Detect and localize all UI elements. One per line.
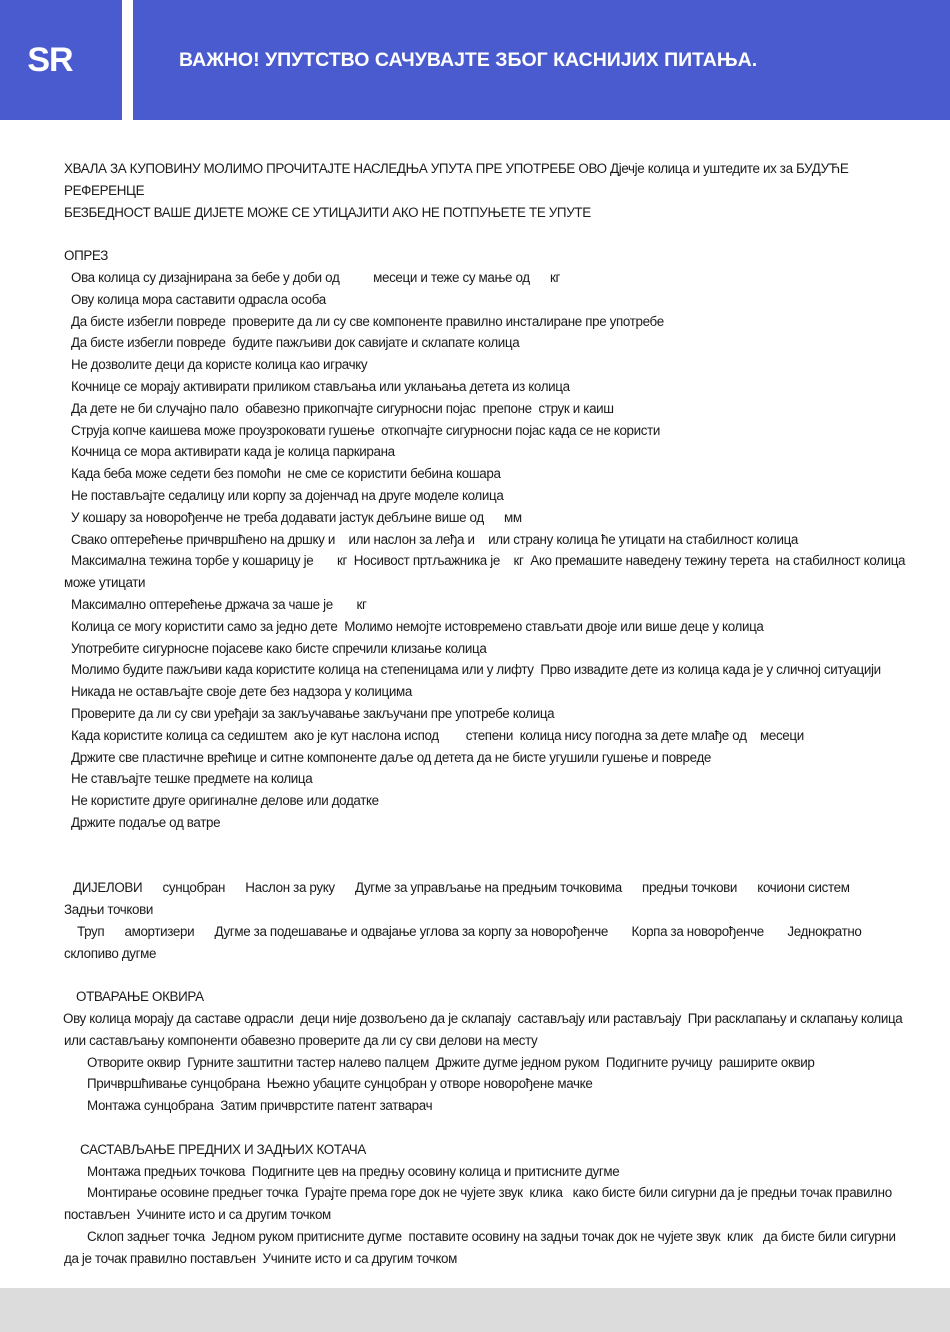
page-footer-band <box>0 1288 950 1332</box>
frame-heading: ОТВАРАЊЕ ОКВИРА <box>76 989 204 1005</box>
parts-line: ДИЈЕЛОВИ сунцобран Наслон за руку Дугме за управљање на предњим точковима предњи точкови кочиони систем <box>73 880 850 896</box>
frame-text: или састављању компоненти обавезно проверите да ли су сви делови на месту <box>64 1032 538 1048</box>
caution-item: Употребите сигурносне појасеве како бисте спречили клизање колица <box>71 640 487 656</box>
caution-item: Држите све пластичне врећице и ситне компоненте даље од детета да не бисте угушили гушење и повреде <box>71 749 712 765</box>
caution-item: Да бисте избегли повреде будите пажљиви док савијате и склапате колица <box>71 335 520 351</box>
document-body <box>64 158 904 1270</box>
caution-item: Не стављајте тешке предмете на колица <box>71 771 313 787</box>
caution-item: Ову колица мора саставити одрасла особа <box>71 291 326 307</box>
caution-item: Не дозволите деци да користе колица као играчку <box>71 357 368 373</box>
page-header <box>0 0 950 120</box>
wheels-step: Монтажа предњих точкова Подигните цев на предњу осовину колица и притисните дугме <box>87 1163 620 1179</box>
caution-heading: ОПРЕЗ <box>64 248 108 264</box>
caution-item: Да бисте избегли повреде проверите да ли су све компоненте правилно инсталиране пре употребе <box>71 313 664 329</box>
frame-text: Ову колица морају да саставе одрасли деци није дозвољено да је склапају састављају или растављају При расклапању и склапању колица <box>63 1011 903 1027</box>
caution-item: Проверите да ли су сви уређаји за закључавање закључани пре употребе колица <box>71 705 555 721</box>
caution-item: Када користите колица са седиштем ако је кут наслона испод степени колица нису погодна за дете млађе од месеци <box>71 727 804 743</box>
caution-item: Кочнице се морају активирати приликом стављања или уклањања детета из колица <box>71 378 570 394</box>
caution-item: Не постављајте седалицу или корпу за дојенчад на друге моделе колица <box>71 487 504 503</box>
caution-item: Струја копче каишева може проузроковати гушење откопчајте сигурносни појас када се не користи <box>71 422 661 438</box>
caution-item: Максимално оптерећење држача за чаше је кг <box>71 596 367 612</box>
caution-item: У кошару за новорођенче не треба додавати јастук дебљине више од мм <box>71 509 522 525</box>
caution-item-continuation: може утицати <box>64 575 146 591</box>
caution-item: Када беба може седети без помоћи не сме се користити бебина кошара <box>71 466 501 482</box>
frame-step: Отворите оквир Гурните заштитни тастер налево палцем Држите дугме једном руком Подигните ручицу раширите оквир <box>87 1054 815 1070</box>
language-badge <box>0 0 122 120</box>
frame-step: Монтажа сунцобрана Затим причврстите патент затварач <box>87 1098 433 1114</box>
intro-line: БЕЗБЕДНОСТ ВАШЕ ДИЈЕТЕ МОЖЕ СЕ УТИЦАЈИТИ АКО НЕ ПОТПУЊЕТЕ ТЕ УПУТЕ <box>64 204 591 220</box>
wheels-step: Монтирање осовине предњег точка Гурајте према горе док не чујете звук клика како бисте били сигурни да је предњи точак правилно <box>87 1185 892 1201</box>
caution-item: Молимо будите пажљиви када користите колица на степеницама или у лифту Прво извадите дете из колица када је у сличној ситуацији <box>71 662 881 678</box>
wheels-step-continuation: да је точак правилно постављен Учините исто и са другим точком <box>64 1250 457 1266</box>
caution-item: Свако оптерећење причвршћено на дршку и или наслон за леђа и или страну колица ће утицати на стабилност колица <box>71 531 799 547</box>
caution-item: Колица се могу користити само за једно дете Молимо немојте истовремено стављати двоје или више деце у колица <box>71 618 764 634</box>
parts-line: Труп амортизери Дугме за подешавање и одвајање углова за корпу за новорођенче Корпа за новорођенче Једнократно <box>77 923 862 939</box>
title-banner <box>133 0 950 120</box>
caution-item: Кочница се мора активирати када је колица паркирана <box>71 444 395 460</box>
intro-line: ХВАЛА ЗА КУПОВИНУ МОЛИМО ПРОЧИТАЈТЕ НАСЛЕДЊА УПУТА ПРЕ УПОТРЕБЕ ОВО Дјечје колица и уштедите их за БУДУЋЕ РЕФЕРЕНЦЕ <box>64 161 849 198</box>
parts-line: Задњи точкови <box>64 902 154 918</box>
caution-item: Не користите друге оригиналне делове или додатке <box>71 793 379 809</box>
caution-item: Ова колица су дизајнирана за бебе у доби од месеци и теже су мање од кг <box>71 269 561 285</box>
page-title: ВАЖНО! УПУТСТВО САЧУВАЈТЕ ЗБОГ КАСНИЈИХ ПИТАЊА. <box>179 48 758 71</box>
caution-item: Никада не остављајте своје дете без надзора у колицима <box>71 684 412 700</box>
wheels-step: Склоп задњег точка Једном руком притисните дугме поставите осовину на задњи точак док не чујете звук клик да бисте били сигурни <box>87 1229 896 1245</box>
caution-item: Да дете не би случајно пало обавезно прикопчајте сигурносни појас препоне струк и каиш <box>71 400 614 416</box>
language-code: SR <box>27 40 73 79</box>
parts-line: склопиво дугме <box>64 945 157 961</box>
wheels-step-continuation: постављен Учините исто и са другим точком <box>64 1207 331 1223</box>
wheels-heading: САСТАВЉАЊЕ ПРЕДНИХ И ЗАДЊИХ КОТАЧА <box>80 1141 366 1157</box>
caution-item: Максимална тежина торбе у кошарицу је кг Носивост пртљажника је кг Ако премашите наведену тежину терета на стабилност колица <box>71 553 906 569</box>
frame-step: Причвршћивање сунцобрана Њежно убаците сунцобран у отворе новорођене мачке <box>87 1076 593 1092</box>
caution-item: Држите подаље од ватре <box>71 814 221 830</box>
